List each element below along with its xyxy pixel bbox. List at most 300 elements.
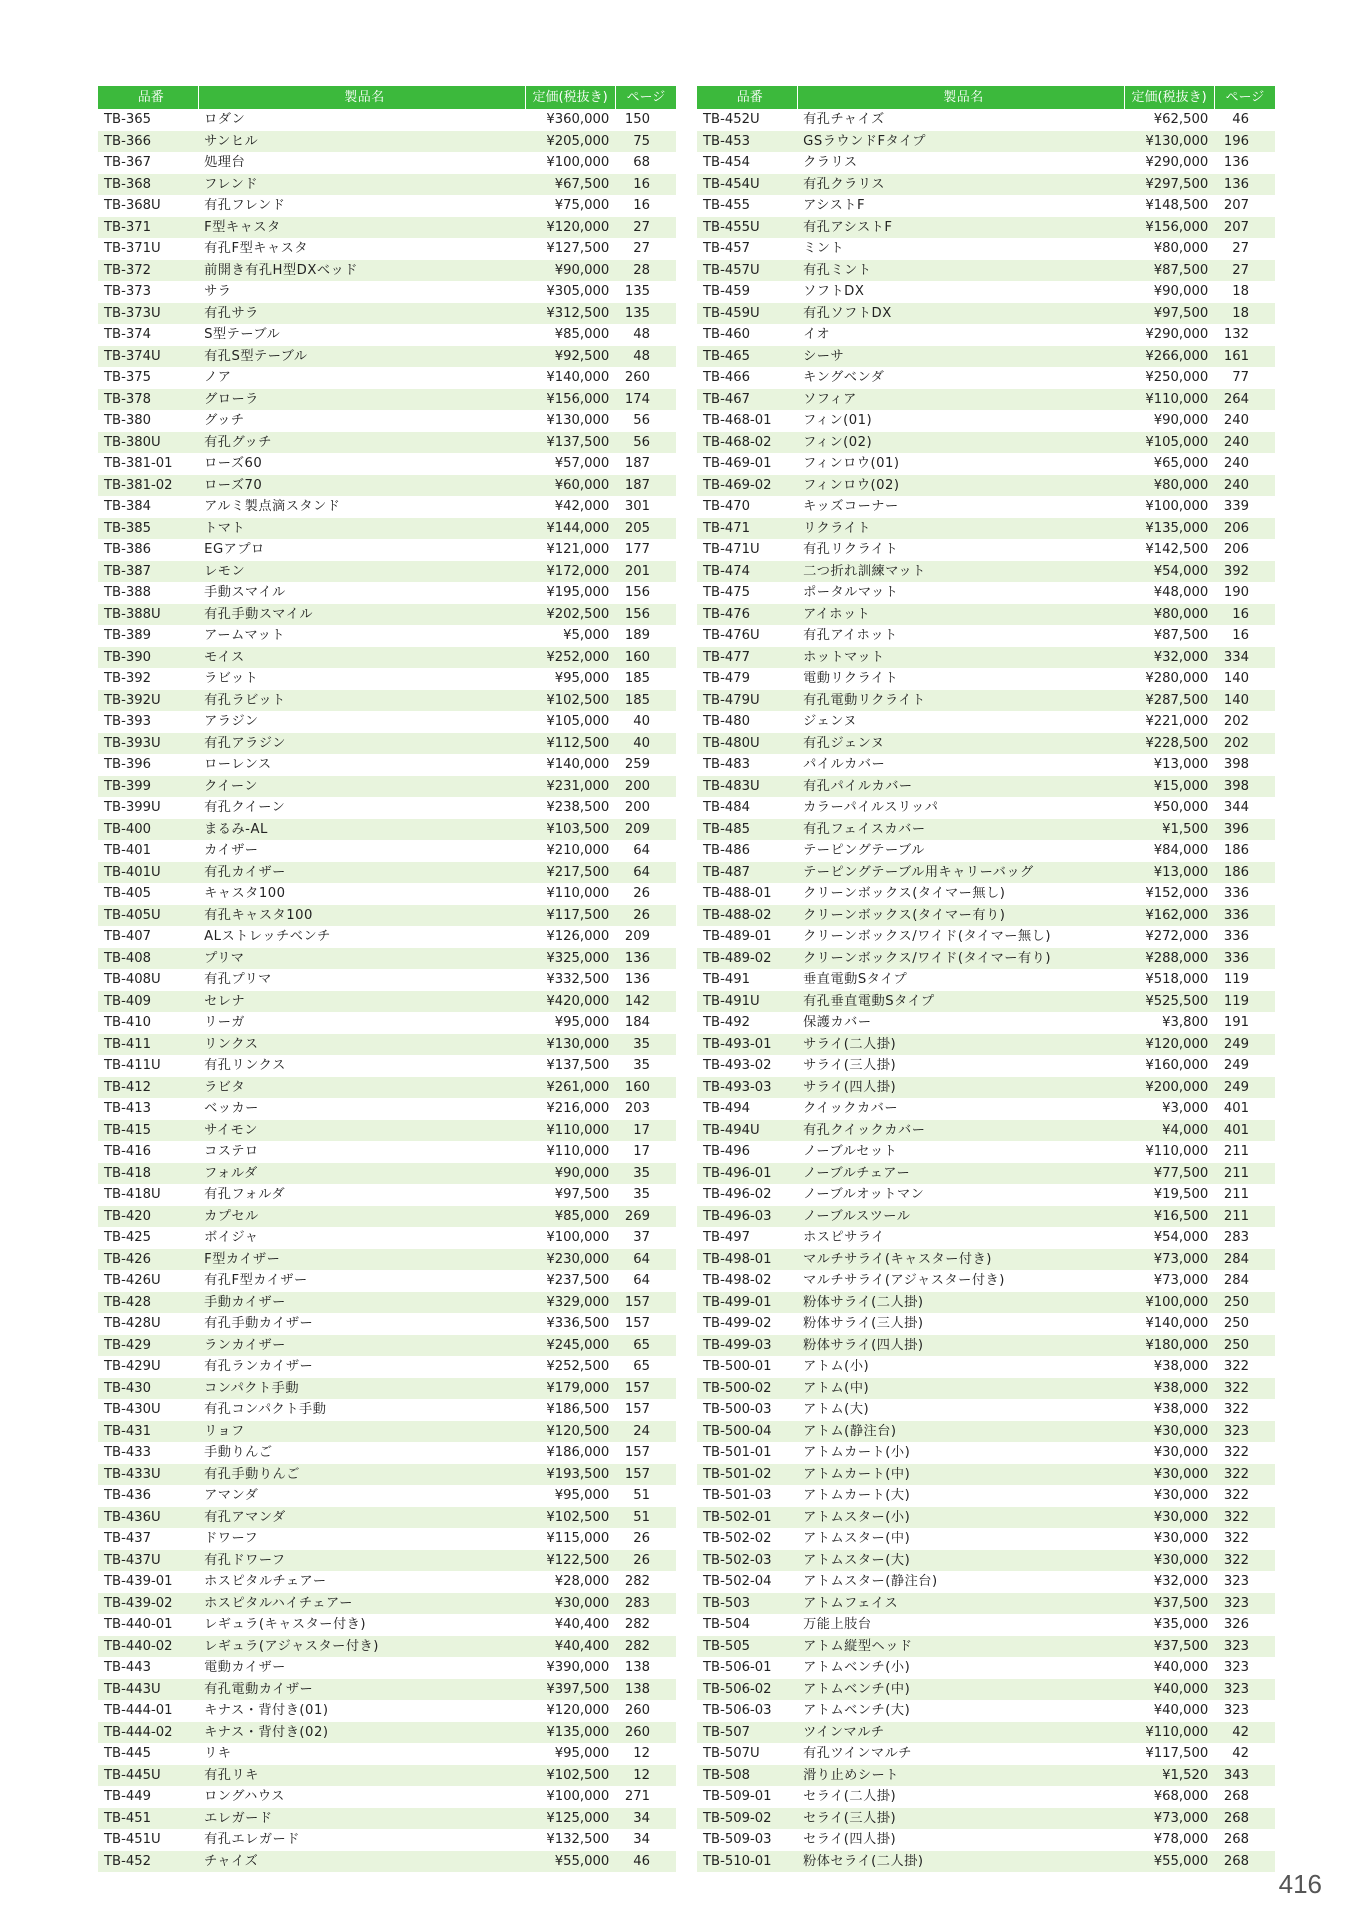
catalog-page: 343 <box>1214 1765 1275 1787</box>
list-price: ¥32,000 <box>1153 1574 1209 1589</box>
catalog-page: 156 <box>615 604 676 626</box>
product-name: 有孔リンクス <box>204 1058 286 1073</box>
list-price: ¥13,000 <box>1153 757 1209 772</box>
product-code: TB-455U <box>697 217 797 239</box>
table-row <box>697 1098 1275 1120</box>
product-name: フィンロウ(01) <box>803 456 900 471</box>
product-name: 有孔アイホット <box>803 628 898 643</box>
product-name: 有孔ランカイザー <box>204 1359 314 1374</box>
catalog-page: 17 <box>615 1120 676 1142</box>
catalog-page: 35 <box>633 1058 650 1073</box>
product-code: TB-399 <box>98 776 198 798</box>
product-code: TB-389 <box>104 628 152 643</box>
product-code: TB-483U <box>697 776 797 798</box>
catalog-page: 284 <box>1223 1273 1249 1288</box>
catalog-page: 157 <box>624 1402 650 1417</box>
product-code: TB-411 <box>98 1034 198 1056</box>
table-row <box>697 1313 1275 1335</box>
product-name: 有孔チャイズ <box>803 112 885 127</box>
catalog-page: 136 <box>624 972 650 987</box>
table-row <box>98 840 676 862</box>
product-name: 有孔S型テーブル <box>198 346 525 368</box>
product-name: サライ(四人掛) <box>797 1077 1124 1099</box>
list-price: ¥38,000 <box>1153 1359 1209 1374</box>
product-name: まるみ-AL <box>198 819 525 841</box>
list-price: ¥152,000 <box>1145 886 1209 901</box>
catalog-page: 207 <box>1223 198 1249 213</box>
table-row <box>98 152 676 174</box>
table-row <box>697 690 1275 712</box>
table-row <box>98 174 676 196</box>
list-price: ¥261,000 <box>525 1077 615 1099</box>
product-code: TB-392U <box>98 690 198 712</box>
catalog-page: 56 <box>615 432 676 454</box>
table-row <box>98 862 676 884</box>
table-row <box>697 1292 1275 1314</box>
catalog-page: 26 <box>615 905 676 927</box>
table-row <box>697 1141 1275 1163</box>
table-row <box>98 797 676 819</box>
catalog-page: 187 <box>624 456 650 471</box>
list-price: ¥200,000 <box>1124 1077 1214 1099</box>
table-row <box>98 1722 676 1744</box>
catalog-page: 268 <box>1214 1851 1275 1873</box>
product-code: TB-444-02 <box>98 1722 198 1744</box>
product-name: サンヒル <box>198 131 525 153</box>
table-row <box>98 754 676 776</box>
list-price: ¥100,000 <box>1124 1292 1214 1314</box>
product-name: 保護カバー <box>803 1015 872 1030</box>
product-code: TB-468-01 <box>703 413 772 428</box>
product-name: ランカイザー <box>198 1335 525 1357</box>
catalog-page: 24 <box>615 1421 676 1443</box>
product-name: 有孔アシストF <box>797 217 1124 239</box>
list-price: ¥15,000 <box>1124 776 1214 798</box>
list-price: ¥37,500 <box>1124 1593 1214 1615</box>
catalog-page: 157 <box>615 1464 676 1486</box>
table-row <box>98 496 676 518</box>
catalog-page: 65 <box>615 1335 676 1357</box>
product-code: TB-385 <box>98 518 198 540</box>
list-price: ¥80,000 <box>1124 604 1214 626</box>
list-price: ¥4,000 <box>1124 1120 1214 1142</box>
list-price: ¥100,000 <box>546 1230 610 1245</box>
table-row <box>697 453 1275 475</box>
table-row <box>697 539 1275 561</box>
table-row <box>98 238 676 260</box>
catalog-page: 142 <box>615 991 676 1013</box>
product-name: クリーンボックス(タイマー無し) <box>803 886 1006 901</box>
list-price: ¥112,500 <box>525 733 615 755</box>
catalog-page: 334 <box>1214 647 1275 669</box>
list-price: ¥97,500 <box>1124 303 1214 325</box>
product-name: パイルカバー <box>803 757 886 772</box>
list-price: ¥30,000 <box>1153 1488 1209 1503</box>
product-code: TB-440-01 <box>104 1617 173 1632</box>
catalog-page: 322 <box>1214 1550 1275 1572</box>
product-code: TB-492 <box>703 1015 751 1030</box>
catalog-page: 68 <box>633 155 650 170</box>
product-code: TB-388U <box>98 604 198 626</box>
table-row <box>697 1378 1275 1400</box>
table-row <box>98 281 676 303</box>
product-name: 有孔プリマ <box>204 972 272 987</box>
list-price: ¥30,000 <box>1124 1507 1214 1529</box>
table-row <box>98 582 676 604</box>
list-price: ¥84,000 <box>1153 843 1209 858</box>
product-code: TB-499-03 <box>697 1335 797 1357</box>
list-price: ¥37,500 <box>1124 1636 1214 1658</box>
catalog-page: 135 <box>624 284 650 299</box>
product-name: アトム(小) <box>803 1359 870 1374</box>
list-price: ¥121,000 <box>546 542 610 557</box>
catalog-page: 156 <box>624 585 650 600</box>
catalog-page: 77 <box>1232 370 1249 385</box>
table-row <box>697 1743 1275 1765</box>
table-row <box>697 1270 1275 1292</box>
table-row <box>697 1636 1275 1658</box>
catalog-page: 42 <box>1232 1746 1249 1761</box>
list-price: ¥325,000 <box>525 948 615 970</box>
catalog-page: 207 <box>1214 217 1275 239</box>
product-name: アルミ製点滴スタンド <box>204 499 341 514</box>
catalog-page: 240 <box>1223 456 1249 471</box>
table-row <box>697 1356 1275 1378</box>
table-row <box>98 1077 676 1099</box>
table-row <box>697 281 1275 303</box>
page-number: 416 <box>1278 1869 1322 1899</box>
table-row <box>98 969 676 991</box>
product-code: TB-430U <box>104 1402 161 1417</box>
table-row <box>98 604 676 626</box>
table-row <box>98 668 676 690</box>
list-price: ¥110,000 <box>546 886 610 901</box>
table-row <box>697 1786 1275 1808</box>
product-name: ラビット <box>204 671 259 686</box>
product-code: TB-500-03 <box>703 1402 772 1417</box>
catalog-page: 260 <box>624 370 650 385</box>
catalog-page: 401 <box>1214 1120 1275 1142</box>
table-row <box>98 1507 676 1529</box>
product-name: 有孔リキ <box>198 1765 525 1787</box>
list-price: ¥48,000 <box>1153 585 1209 600</box>
product-name: セライ(三人掛) <box>797 1808 1124 1830</box>
product-code: TB-411U <box>104 1058 161 1073</box>
product-name: GSラウンドFタイプ <box>797 131 1124 153</box>
product-name: カプセル <box>198 1206 525 1228</box>
product-name: 粉体サライ(二人掛) <box>797 1292 1124 1314</box>
product-code: TB-496 <box>703 1144 751 1159</box>
product-name: 有孔エレガード <box>204 1832 300 1847</box>
product-code: TB-373U <box>98 303 198 325</box>
product-name: 有孔クラリス <box>797 174 1124 196</box>
product-name: ロングハウス <box>204 1789 285 1804</box>
product-name: アトム(大) <box>803 1402 870 1417</box>
product-code: TB-455 <box>703 198 751 213</box>
product-name: レモン <box>198 561 525 583</box>
list-price: ¥238,500 <box>546 800 610 815</box>
catalog-page: 12 <box>633 1746 650 1761</box>
product-code: TB-475 <box>703 585 751 600</box>
product-name: アトムベンチ(大) <box>803 1703 911 1718</box>
product-name: ホットマット <box>797 647 1124 669</box>
table-row <box>697 1829 1275 1851</box>
table-row <box>697 1421 1275 1443</box>
product-code: TB-412 <box>98 1077 198 1099</box>
catalog-page: 136 <box>1214 174 1275 196</box>
table-row <box>98 539 676 561</box>
product-name: サラ <box>204 284 232 299</box>
product-code: TB-378 <box>98 389 198 411</box>
table-row <box>98 1012 676 1034</box>
product-code: TB-384 <box>104 499 152 514</box>
list-price: ¥137,500 <box>546 1058 610 1073</box>
product-name: マルチサライ(キャスター付き) <box>797 1249 1124 1271</box>
product-code: TB-506-02 <box>697 1679 797 1701</box>
catalog-page: 140 <box>1214 690 1275 712</box>
product-name: ソフトDX <box>803 284 865 299</box>
product-code: TB-393 <box>104 714 152 729</box>
product-name: ノーブルオットマン <box>803 1187 925 1202</box>
product-name: アトムカート(中) <box>797 1464 1124 1486</box>
product-code: TB-494U <box>697 1120 797 1142</box>
product-code: TB-479U <box>697 690 797 712</box>
table-row <box>98 1829 676 1851</box>
product-code: TB-502-04 <box>703 1574 772 1589</box>
table-row <box>98 1356 676 1378</box>
product-code: TB-430 <box>98 1378 198 1400</box>
catalog-page: 189 <box>624 628 650 643</box>
product-name: ノーブルセット <box>803 1144 898 1159</box>
list-price: ¥140,000 <box>1145 1316 1209 1331</box>
catalog-page: 64 <box>633 1273 650 1288</box>
table-row <box>697 217 1275 239</box>
table-row <box>98 1184 676 1206</box>
table-row <box>697 1227 1275 1249</box>
list-price: ¥73,000 <box>1124 1249 1214 1271</box>
list-price: ¥95,000 <box>554 1746 610 1761</box>
table-row <box>697 711 1275 733</box>
product-name: クリーンボックス/ワイド(タイマー有り) <box>797 948 1124 970</box>
list-price: ¥287,500 <box>1124 690 1214 712</box>
product-name: 手動カイザー <box>198 1292 525 1314</box>
table-body-right <box>697 109 1275 1872</box>
product-name: キナス・背付き(01) <box>204 1703 329 1718</box>
product-name: アトムスター(小) <box>797 1507 1124 1529</box>
product-code: TB-496-03 <box>697 1206 797 1228</box>
catalog-page: 18 <box>1232 284 1249 299</box>
list-price: ¥228,500 <box>1124 733 1214 755</box>
product-code: TB-496-02 <box>703 1187 772 1202</box>
product-name: 電動リクライト <box>803 671 899 686</box>
catalog-page: 322 <box>1214 1464 1275 1486</box>
catalog-page: 268 <box>1223 1789 1249 1804</box>
catalog-page: 211 <box>1214 1163 1275 1185</box>
catalog-page: 26 <box>633 1531 650 1546</box>
list-price: ¥127,500 <box>546 241 610 256</box>
table-row <box>697 1335 1275 1357</box>
catalog-page: 259 <box>624 757 650 772</box>
product-name: サイモン <box>198 1120 525 1142</box>
catalog-page: 35 <box>615 1163 676 1185</box>
catalog-page: 323 <box>1214 1636 1275 1658</box>
catalog-page: 201 <box>615 561 676 583</box>
product-name: テーピングテーブル <box>803 843 925 858</box>
table-row <box>697 195 1275 217</box>
product-code: TB-460 <box>703 327 751 342</box>
product-code: TB-387 <box>98 561 198 583</box>
list-price: ¥60,000 <box>525 475 615 497</box>
catalog-page: 323 <box>1214 1421 1275 1443</box>
catalog-page: 209 <box>624 929 650 944</box>
catalog-page: 64 <box>633 843 650 858</box>
list-price: ¥87,500 <box>1153 628 1209 643</box>
table-row <box>98 1098 676 1120</box>
catalog-page: 140 <box>1223 671 1249 686</box>
product-code: TB-501-02 <box>697 1464 797 1486</box>
product-name: アトム縦型ヘッド <box>797 1636 1124 1658</box>
table-row <box>98 1141 676 1163</box>
list-price: ¥231,000 <box>525 776 615 798</box>
product-name: グローラ <box>198 389 525 411</box>
catalog-page: 37 <box>633 1230 650 1245</box>
product-code: TB-368 <box>98 174 198 196</box>
product-code: TB-493-01 <box>697 1034 797 1056</box>
list-price: ¥85,000 <box>525 1206 615 1228</box>
table-row <box>98 195 676 217</box>
table-row <box>697 905 1275 927</box>
product-code: TB-509-02 <box>697 1808 797 1830</box>
list-price: ¥329,000 <box>525 1292 615 1314</box>
product-name: 電動カイザー <box>204 1660 286 1675</box>
table-row <box>697 1442 1275 1464</box>
catalog-page: 260 <box>615 1722 676 1744</box>
catalog-page: 211 <box>1223 1187 1249 1202</box>
product-code: TB-408 <box>98 948 198 970</box>
product-code: TB-426 <box>98 1249 198 1271</box>
catalog-page: 174 <box>615 389 676 411</box>
product-name: クリーンボックス/ワイド(タイマー無し) <box>803 929 1051 944</box>
catalog-page: 322 <box>1223 1402 1249 1417</box>
catalog-page: 282 <box>624 1617 650 1632</box>
product-code: TB-451 <box>98 1808 198 1830</box>
product-code: TB-436U <box>98 1507 198 1529</box>
list-price: ¥105,000 <box>546 714 610 729</box>
catalog-page: 284 <box>1214 1249 1275 1271</box>
product-name: リクライト <box>797 518 1124 540</box>
product-code: TB-393U <box>98 733 198 755</box>
catalog-page: 322 <box>1223 1488 1249 1503</box>
catalog-page: 35 <box>615 1034 676 1056</box>
product-name: 有孔パイルカバー <box>797 776 1124 798</box>
product-code: TB-418 <box>98 1163 198 1185</box>
table-row <box>697 1808 1275 1830</box>
list-price: ¥62,500 <box>1153 112 1209 127</box>
product-name: コンパクト手動 <box>198 1378 525 1400</box>
product-code: TB-506-01 <box>703 1660 772 1675</box>
catalog-page: 16 <box>615 174 676 196</box>
product-name: プリマ <box>198 948 525 970</box>
table-row <box>98 389 676 411</box>
product-name: テーピングテーブル用キャリーバッグ <box>797 862 1124 884</box>
list-price: ¥30,000 <box>1153 1445 1209 1460</box>
catalog-page: 206 <box>1214 518 1275 540</box>
table-row <box>697 1163 1275 1185</box>
product-name: 垂直電動Sタイプ <box>803 972 908 987</box>
product-code: TB-486 <box>703 843 751 858</box>
list-price: ¥280,000 <box>1145 671 1209 686</box>
table-row <box>697 410 1275 432</box>
catalog-page: 398 <box>1223 757 1249 772</box>
product-name: 有孔キャスタ100 <box>198 905 525 927</box>
product-code: TB-429U <box>104 1359 161 1374</box>
product-code: TB-380U <box>98 432 198 454</box>
product-code: TB-374U <box>98 346 198 368</box>
catalog-page: 323 <box>1223 1703 1249 1718</box>
product-name: ローズ70 <box>198 475 525 497</box>
catalog-page: 202 <box>1223 714 1249 729</box>
catalog-page: 205 <box>615 518 676 540</box>
list-price: ¥40,400 <box>554 1617 610 1632</box>
product-code: TB-471 <box>697 518 797 540</box>
list-price: ¥390,000 <box>546 1660 610 1675</box>
list-price: ¥90,000 <box>525 260 615 282</box>
product-code: TB-373 <box>104 284 152 299</box>
catalog-page: 27 <box>615 217 676 239</box>
table-row <box>98 518 676 540</box>
product-code: TB-501-03 <box>703 1488 772 1503</box>
catalog-page: 283 <box>615 1593 676 1615</box>
catalog-page: 186 <box>1214 862 1275 884</box>
product-name: アームマット <box>204 628 286 643</box>
product-name: クイーン <box>198 776 525 798</box>
product-name: セライ(四人掛) <box>803 1832 897 1847</box>
product-code: TB-401U <box>98 862 198 884</box>
list-price: ¥245,000 <box>525 1335 615 1357</box>
list-price: ¥68,000 <box>1153 1789 1209 1804</box>
catalog-page: 150 <box>624 112 650 127</box>
product-code: TB-498-01 <box>697 1249 797 1271</box>
catalog-page: 249 <box>1214 1034 1275 1056</box>
table-row <box>98 1335 676 1357</box>
catalog-page: 200 <box>615 776 676 798</box>
product-name: 有孔ドワーフ <box>198 1550 525 1572</box>
list-price: ¥120,000 <box>525 217 615 239</box>
product-code: TB-443U <box>98 1679 198 1701</box>
catalog-page: 323 <box>1214 1593 1275 1615</box>
table-row <box>98 1292 676 1314</box>
product-code: TB-480U <box>697 733 797 755</box>
catalog-page: 322 <box>1223 1359 1249 1374</box>
catalog-page: 17 <box>633 1144 650 1159</box>
catalog-page: 46 <box>1232 112 1249 127</box>
product-code: TB-471U <box>703 542 760 557</box>
product-name: 有孔コンパクト手動 <box>204 1402 327 1417</box>
product-code: TB-439-01 <box>104 1574 173 1589</box>
product-name: 手動りんご <box>204 1445 273 1460</box>
list-price: ¥142,500 <box>1145 542 1209 557</box>
table-row <box>98 475 676 497</box>
product-code: TB-399U <box>104 800 161 815</box>
list-price: ¥19,500 <box>1153 1187 1209 1202</box>
list-price: ¥38,000 <box>1124 1378 1214 1400</box>
table-row <box>697 1657 1275 1679</box>
product-name: ホスピサライ <box>803 1230 885 1245</box>
product-code: TB-459U <box>697 303 797 325</box>
product-name: アトムカート(大) <box>803 1488 911 1503</box>
table-row <box>98 1464 676 1486</box>
list-price: ¥130,000 <box>1124 131 1214 153</box>
